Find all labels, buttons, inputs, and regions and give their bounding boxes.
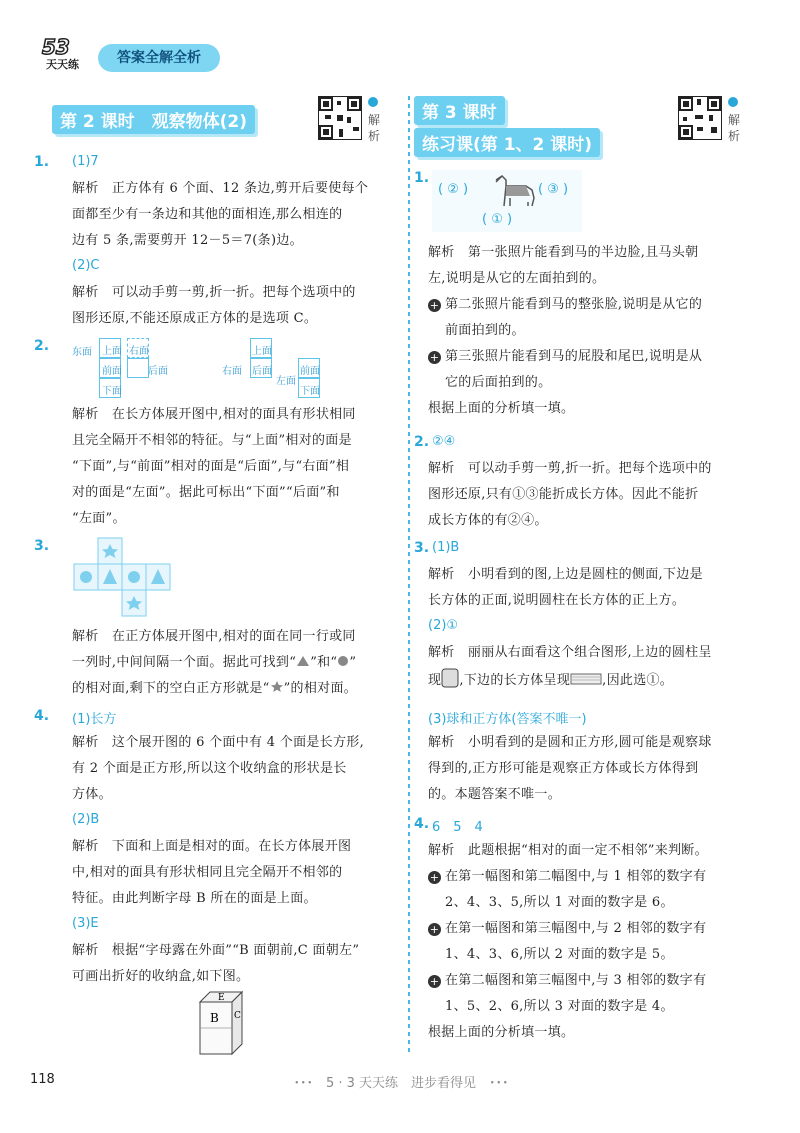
explanation <box>428 730 768 808</box>
net-label: 前面 <box>102 366 122 377</box>
text-line: 解析 可以动手剪一剪,折一折。把每个选项中的 <box>72 285 356 300</box>
text-segment: ,下边的长方体呈现 <box>459 673 571 688</box>
explanation <box>428 562 768 614</box>
text-line: 对的面是“左面”。据此可标出“下面”“后面”和 <box>72 485 340 500</box>
qr-code-left[interactable] <box>318 96 362 140</box>
answer: (1)长方 <box>72 712 117 727</box>
question-number: 1. <box>34 154 50 170</box>
text-line: 面都至少有一条边和其他的面相连,那么相连的 <box>72 207 343 222</box>
text-line: 解析 可以动手剪一剪,折一折。把每个选项中的 <box>428 461 712 476</box>
text-line: “左面”。 <box>72 511 126 526</box>
text-segment: 一列时,中间间隔一个面。据此可找到“ <box>72 655 297 670</box>
header-banner: 答案全解全析 <box>98 44 220 72</box>
text-line: 长方体的正面,说明圆柱在长方体的正上方。 <box>428 593 686 608</box>
text-line <box>428 240 768 266</box>
net-label: 右面 <box>129 346 149 357</box>
text-segment: 现 <box>428 673 442 688</box>
text-line: 的。本题答案不唯一。 <box>428 787 562 802</box>
net-label: 下面 <box>102 386 122 397</box>
answer: (2)B <box>72 812 100 827</box>
net-diagram-2 <box>222 338 342 398</box>
text-line: 前面拍到的。 <box>445 323 525 338</box>
qr-dot-icon <box>728 97 738 107</box>
cuboid-side-icon <box>570 673 602 685</box>
text-line: 有 2 个面是正方形,所以这个收纳盒的形状是长 <box>72 761 347 776</box>
text-line: 成长方体的有②④。 <box>428 513 548 528</box>
net-label: 上面 <box>252 346 272 357</box>
box-letter: C <box>234 1011 241 1021</box>
plus-bullet-icon: + <box>429 351 440 364</box>
left-section-title: 第 2 课时 观察物体(2) <box>52 105 255 134</box>
text-segment: ”和“ <box>310 655 338 670</box>
cylinder-side-icon <box>441 668 459 688</box>
explanation <box>72 938 392 990</box>
text-segment: 解析 第一张照片能看到马的半边脸,且马头朝 <box>428 245 699 260</box>
qr-dot-icon <box>368 97 378 107</box>
text-line: 解析 此题根据“相对的面一定不相邻”来判断。 <box>428 843 708 858</box>
text-line <box>72 676 392 702</box>
text-line: 解析 下面和上面是相对的面。在长方体展开图 <box>72 839 352 854</box>
net-label: 后面 <box>148 366 168 377</box>
text-line: 2、4、3、5,所以 1 对面的数字是 6。 <box>445 895 674 910</box>
text-line: 解析 小明看到的图,上边是圆柱的侧面,下边是 <box>428 567 703 582</box>
text-line <box>72 650 392 676</box>
plus-bullet-icon: + <box>429 975 440 988</box>
answer: (1)B <box>432 540 460 555</box>
photo-label: ( ③ ) <box>538 182 569 197</box>
horse-icon <box>492 172 538 208</box>
cube-net-shapes <box>72 536 192 620</box>
net-label: 下面 <box>300 386 320 397</box>
net-label: 左面 <box>276 376 296 387</box>
text-line <box>428 968 768 994</box>
qr-label-left: 解析 <box>368 113 381 143</box>
answer: 6 5 4 <box>432 820 483 835</box>
explanation <box>428 640 768 696</box>
text-segment: 第二张照片能看到马的整张脸,说明是从它的 <box>445 297 703 312</box>
photo-label: ( ② ) <box>438 182 469 197</box>
triangle-icon <box>296 655 310 667</box>
right-section-title-1: 第 3 课时 <box>414 96 505 125</box>
text-line: 根据上面的分析填一填。 <box>428 401 575 416</box>
explanation <box>428 456 768 534</box>
right-section-title-2: 练习课(第 1、2 课时) <box>414 128 600 157</box>
net-label: 东面 <box>72 347 92 358</box>
text-line: 解析 这个展开图的 6 个面中有 4 个面是长方形, <box>72 735 365 750</box>
text-segment: 在第一幅图和第二幅图中,与 1 相邻的数字有 <box>445 869 707 884</box>
question-number: 3. <box>34 538 50 554</box>
logo-53 <box>40 32 96 72</box>
text-line: 图形还原,只有①③能折成长方体。因此不能折 <box>428 487 699 502</box>
net-label: 右面 <box>222 366 242 377</box>
text-line: 解析 小明看到的是圆和正方形,圆可能是观察球 <box>428 735 712 750</box>
question-number: 2. <box>34 338 50 354</box>
plus-bullet-icon: + <box>429 871 440 884</box>
answer: (2)C <box>72 258 100 273</box>
plus-bullet-icon: + <box>429 923 440 936</box>
net-diagram-1 <box>72 338 192 398</box>
text-line: 可画出折好的收纳盒,如下图。 <box>72 969 250 984</box>
text-line: 且完全隔开不相邻的特征。与“上面”相对的面是 <box>72 433 352 448</box>
text-line: 中,相对的面具有形状相同且完全隔开不相邻的 <box>72 865 343 880</box>
net-face <box>127 358 149 378</box>
explanation <box>428 838 768 1046</box>
column-divider <box>408 96 410 1056</box>
net-label: 后面 <box>252 366 272 377</box>
text-segment: 在第一幅图和第三幅图中,与 2 相邻的数字有 <box>445 921 707 936</box>
text-segment: 第三张照片能看到马的屁股和尾巴,说明是从 <box>445 349 703 364</box>
text-line <box>428 292 768 318</box>
text-line <box>428 916 768 942</box>
answer: (3)E <box>72 916 99 931</box>
question-number: 3. <box>414 540 430 556</box>
page-number: 118 <box>30 1072 55 1087</box>
question-number: 4. <box>34 708 50 724</box>
text-segment: 的相对面,剩下的空白正方形就是“ <box>72 681 270 696</box>
circle-icon <box>337 655 349 667</box>
text-line: 解析 在正方体展开图中,相对的面在同一行或同 <box>72 629 356 644</box>
box-letter: E <box>218 993 225 1003</box>
star-icon <box>270 680 284 693</box>
text-line: 解析 正方体有 6 个面、12 条边,剪开后要使每个 <box>72 181 369 196</box>
net-label: 前面 <box>300 366 320 377</box>
box-letter: B <box>210 1011 219 1025</box>
text-line <box>428 864 768 890</box>
text-segment: ,因此选①。 <box>602 673 674 688</box>
explanation <box>72 624 392 702</box>
question-number: 4. <box>414 816 430 832</box>
text-line: 特征。由此判断字母 B 所在的面是上面。 <box>72 891 317 906</box>
explanation <box>72 280 392 332</box>
text-line: 解析 根据“字母露在外面”“B 面朝前,C 面朝左” <box>72 943 360 958</box>
explanation <box>72 730 392 808</box>
text-line: 图形还原,不能还原成正方体的是选项 C。 <box>72 311 318 326</box>
text-line: 根据上面的分析填一填。 <box>428 1025 575 1040</box>
answer: (3)球和正方体(答案不唯一) <box>428 712 587 727</box>
text-line: 左,说明是从它的左面拍到的。 <box>428 271 606 286</box>
text-line: 1、4、3、6,所以 2 对面的数字是 5。 <box>445 947 674 962</box>
text-line: 方体。 <box>72 787 112 802</box>
text-line: 边有 5 条,需要剪开 12－5＝7(条)边。 <box>72 233 303 248</box>
svg-text:天天练: 天天练 <box>46 58 79 71</box>
horse-figure <box>432 170 582 232</box>
explanation <box>428 240 768 422</box>
text-line <box>428 344 768 370</box>
footer-slogan: ･･･ 5 · 3 天天练 进步看得见 ･･･ <box>293 1076 509 1091</box>
svg-text:53: 53 <box>42 35 70 59</box>
photo-label: ( ① ) <box>482 212 513 227</box>
text-line: 它的后面拍到的。 <box>445 375 552 390</box>
plus-bullet-icon: + <box>429 299 440 312</box>
text-line: 得到的,正方形可能是观察正方体或长方体得到 <box>428 761 699 776</box>
explanation <box>72 834 392 912</box>
text-segment: ”的相对面。 <box>283 681 358 696</box>
question-number: 2. <box>414 434 430 450</box>
text-line: “下面”,与“前面”相对的面是“后面”,与“右面”相 <box>72 459 350 474</box>
net-label: 上面 <box>102 346 122 357</box>
text-segment: 在第二幅图和第三幅图中,与 3 相邻的数字有 <box>445 973 707 988</box>
qr-code-right[interactable] <box>678 96 722 140</box>
question-number: 1. <box>414 170 430 186</box>
explanation <box>72 402 392 532</box>
answer: (1)7 <box>72 154 99 169</box>
text-line: 1、5、2、6,所以 3 对面的数字是 4。 <box>445 999 674 1014</box>
answer: ②④ <box>432 434 456 449</box>
text-segment: ” <box>349 655 357 670</box>
qr-label-right: 解析 <box>728 113 741 143</box>
explanation <box>72 176 392 254</box>
text-line: 解析 丽丽从右面看这个组合图形,上边的圆柱呈 <box>428 645 712 660</box>
text-line: 解析 在长方体展开图中,相对的面具有形状相同 <box>72 407 356 422</box>
answer: (2)① <box>428 618 459 633</box>
box-3d-drawing <box>196 988 246 1058</box>
text-line <box>428 666 768 696</box>
